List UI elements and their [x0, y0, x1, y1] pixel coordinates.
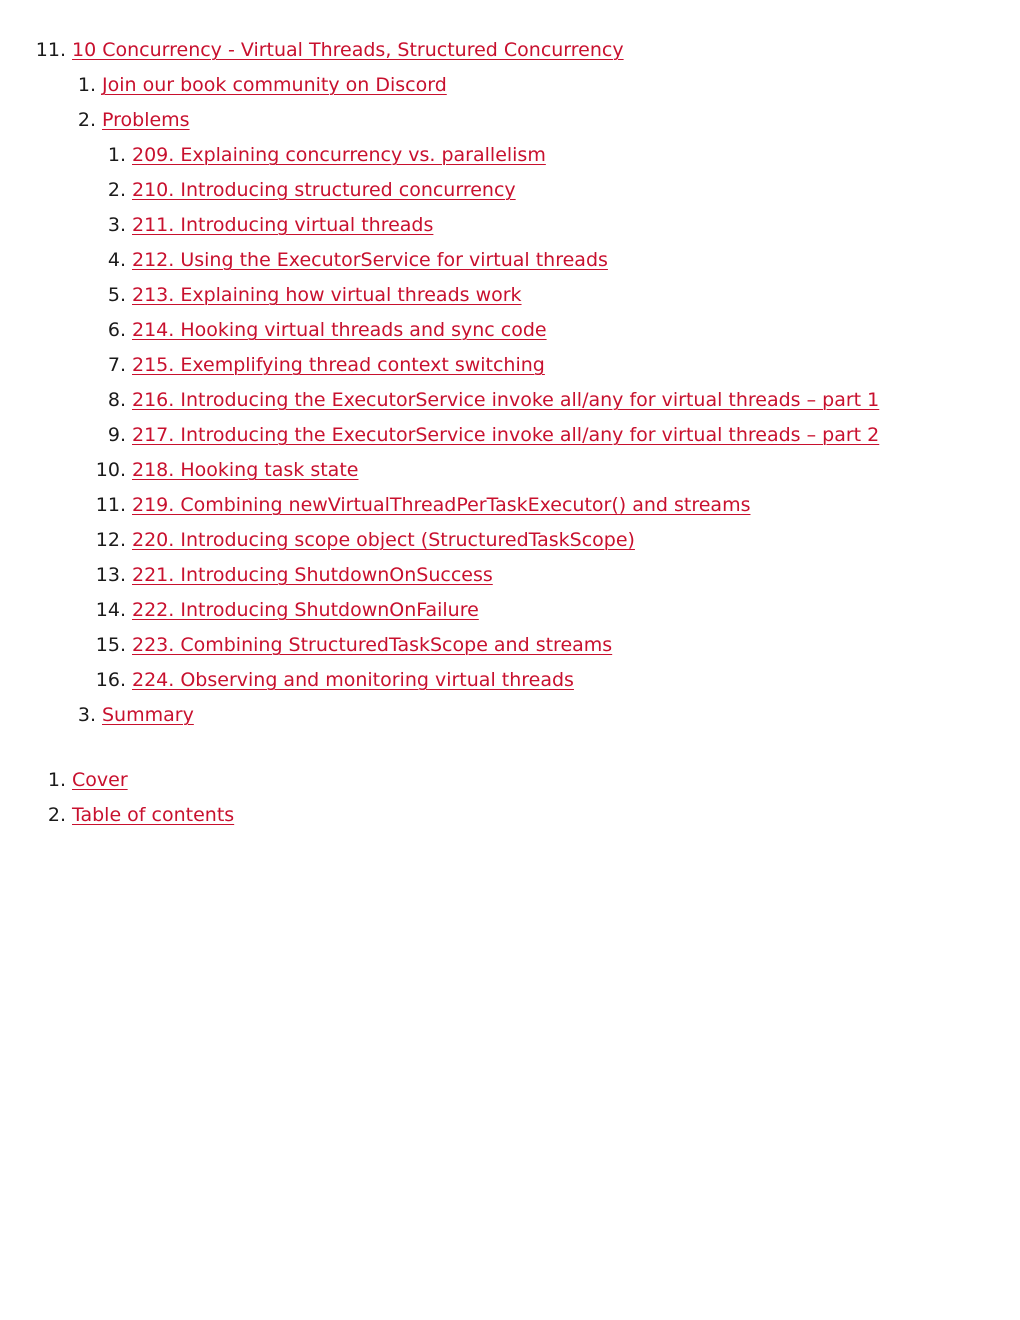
- list-number: 3.: [107, 214, 126, 236]
- list-number: 5.: [107, 284, 126, 306]
- problem-link[interactable]: 210. Introducing structured concurrency: [132, 179, 516, 201]
- problem-link[interactable]: 218. Hooking task state: [132, 459, 359, 481]
- list-number: 10.: [95, 459, 126, 481]
- cover-link[interactable]: Cover: [72, 769, 128, 791]
- list-number: 11.: [95, 494, 126, 516]
- list-number: 7.: [107, 354, 126, 376]
- problem-link[interactable]: 221. Introducing ShutdownOnSuccess: [132, 564, 493, 586]
- list-number: 2.: [47, 804, 66, 826]
- list-number: 6.: [107, 319, 126, 341]
- problem-link[interactable]: 220. Introducing scope object (StructuredTaskScope): [132, 529, 635, 551]
- problem-link[interactable]: 212. Using the ExecutorService for virtual threads: [132, 249, 608, 271]
- list-number: 8.: [107, 389, 126, 411]
- problem-link[interactable]: 211. Introducing virtual threads: [132, 214, 434, 236]
- problem-link[interactable]: 222. Introducing ShutdownOnFailure: [132, 599, 479, 621]
- problem-link[interactable]: 219. Combining newVirtualThreadPerTaskExecutor() and streams: [132, 494, 751, 516]
- section-link-discord[interactable]: Join our book community on Discord: [102, 74, 447, 96]
- problem-link[interactable]: 213. Explaining how virtual threads work: [132, 284, 522, 306]
- problem-link[interactable]: 209. Explaining concurrency vs. parallelism: [132, 144, 546, 166]
- problem-link[interactable]: 224. Observing and monitoring virtual threads: [132, 669, 574, 691]
- problem-link[interactable]: 214. Hooking virtual threads and sync code: [132, 319, 547, 341]
- list-number: 16.: [95, 669, 126, 691]
- list-number: 11.: [35, 39, 66, 61]
- list-number: 1.: [77, 74, 96, 96]
- section-link-summary[interactable]: Summary: [102, 704, 194, 726]
- problem-link[interactable]: 217. Introducing the ExecutorService invoke all/any for virtual threads – part 2: [132, 424, 880, 446]
- list-number: 12.: [95, 529, 126, 551]
- problem-link[interactable]: 216. Introducing the ExecutorService invoke all/any for virtual threads – part 1: [132, 389, 880, 411]
- problem-link[interactable]: 223. Combining StructuredTaskScope and streams: [132, 634, 613, 656]
- list-number: 4.: [107, 249, 126, 271]
- list-number: 3.: [77, 704, 96, 726]
- list-number: 2.: [107, 179, 126, 201]
- list-number: 14.: [95, 599, 126, 621]
- list-number: 2.: [77, 109, 96, 131]
- section-link-problems[interactable]: Problems: [102, 109, 190, 131]
- list-number: 9.: [107, 424, 126, 446]
- list-number: 1.: [107, 144, 126, 166]
- problem-link[interactable]: 215. Exemplifying thread context switching: [132, 354, 545, 376]
- table-of-contents-link[interactable]: Table of contents: [72, 804, 235, 826]
- list-number: 1.: [47, 769, 66, 791]
- list-number: 15.: [95, 634, 126, 656]
- list-number: 13.: [95, 564, 126, 586]
- chapter-link[interactable]: 10 Concurrency - Virtual Threads, Structured Concurrency: [72, 39, 624, 61]
